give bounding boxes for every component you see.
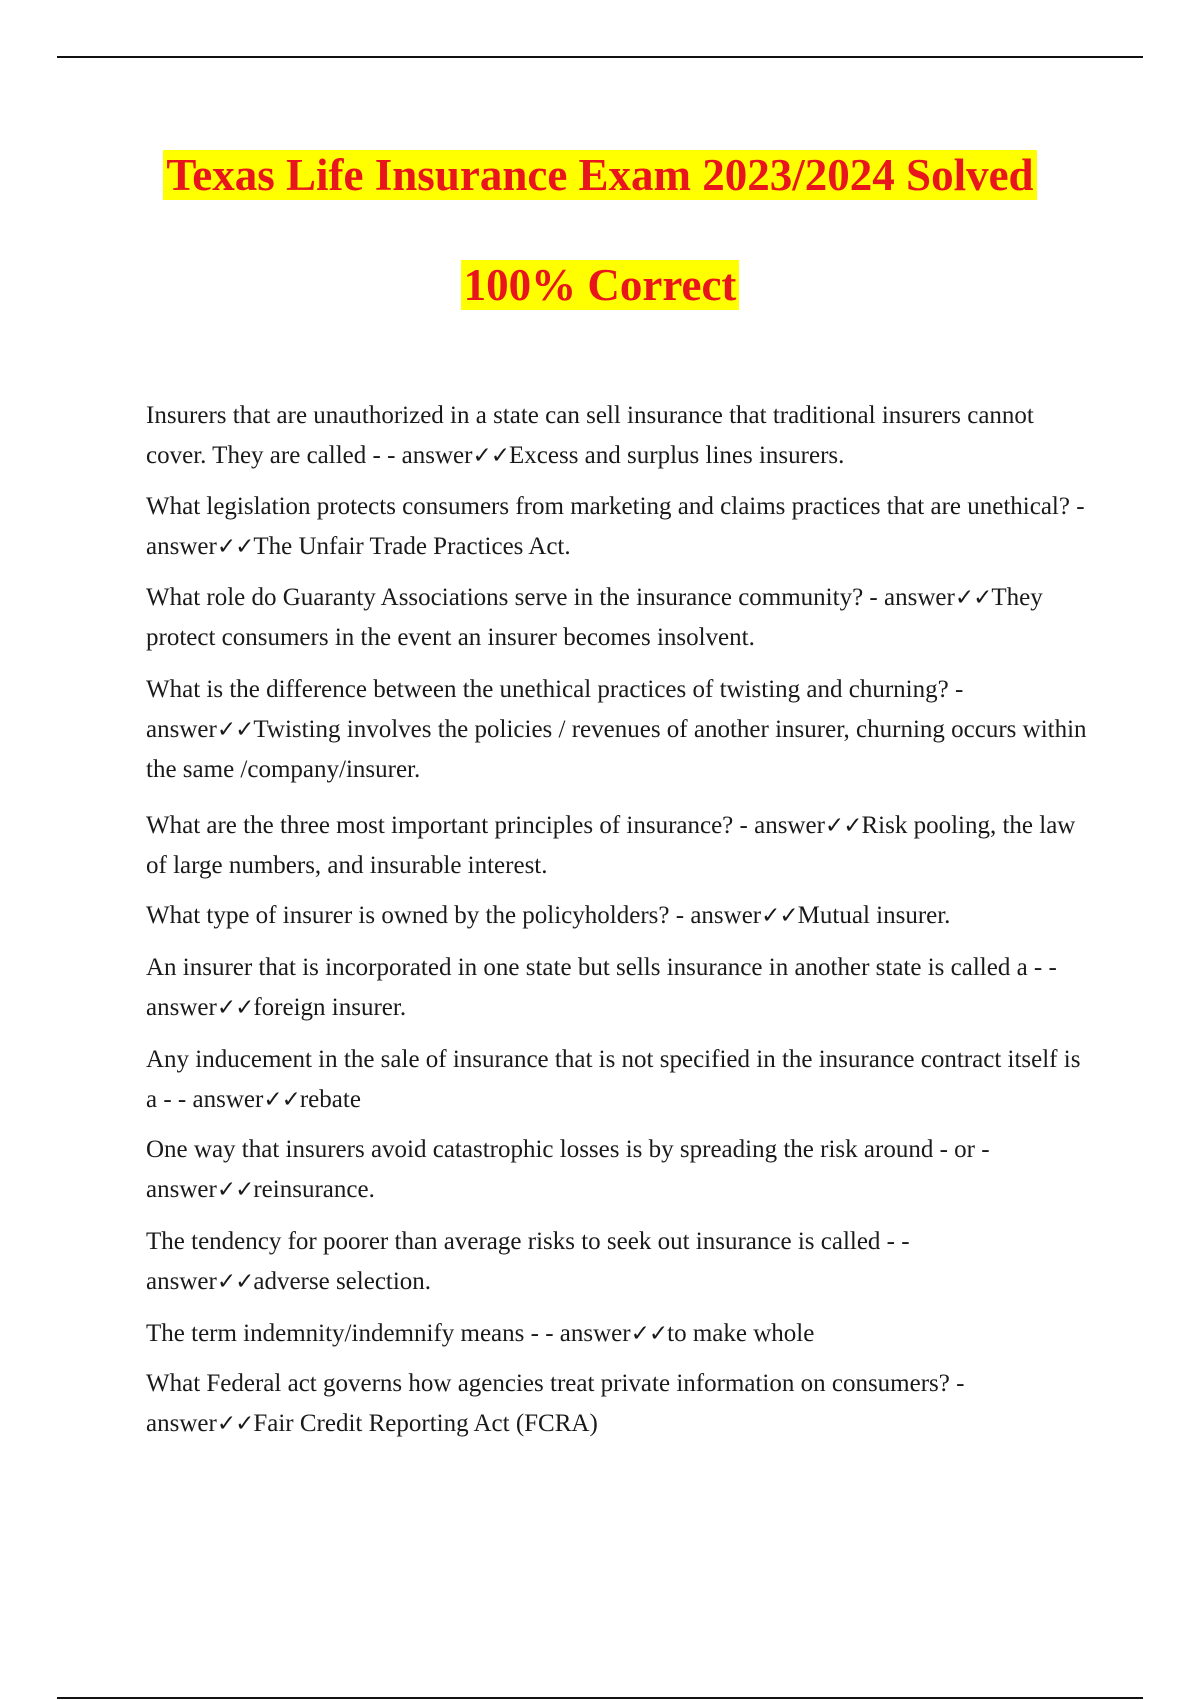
title-highlight-2: 100% Correct <box>461 260 740 310</box>
answer-marker: answer <box>754 812 825 839</box>
answer-marker: answer <box>192 1086 264 1113</box>
answer-text: They protect consumers in the event an insurer becomes insolvent. <box>146 584 1043 651</box>
question-text: One way that insurers avoid catastrophic losses is by spreading the risk around - or - <box>146 1136 990 1163</box>
qa-item <box>146 1040 1096 1120</box>
document-title-line-1 <box>0 146 1200 204</box>
check-icon: ✓✓ <box>472 443 510 469</box>
answer-text: Excess and surplus lines insurers. <box>509 442 845 469</box>
answer-marker: answer <box>690 902 762 929</box>
check-icon: ✓✓ <box>761 903 798 929</box>
check-icon: ✓✓ <box>824 813 862 839</box>
check-icon: ✓✓ <box>216 534 254 560</box>
qa-item <box>146 948 1096 1028</box>
question-text: The term indemnity/indemnify means - - <box>146 1320 560 1347</box>
answer-text: foreign insurer. <box>253 994 407 1021</box>
title-highlight-1: Texas Life Insurance Exam 2023/2024 Solved <box>163 150 1036 200</box>
answer-marker: answer <box>559 1320 631 1347</box>
answer-text: to make whole <box>667 1320 815 1347</box>
question-text: What Federal act governs how agencies treat private information on consumers? - <box>146 1370 965 1397</box>
qa-item <box>146 896 1096 936</box>
check-icon: ✓✓ <box>263 1087 300 1113</box>
answer-text: rebate <box>299 1086 361 1113</box>
answer-marker: answer <box>146 1268 217 1295</box>
question-text: The tendency for poorer than average risks to seek out insurance is called - - <box>146 1228 910 1255</box>
answer-text: Twisting involves the policies / revenues of another insurer, churning occurs within the same /company/insurer. <box>146 716 1087 783</box>
question-text: What is the difference between the unethical practices of twisting and churning? - <box>146 676 964 703</box>
answer-text: Fair Credit Reporting Act (FCRA) <box>253 1410 598 1437</box>
top-rule <box>57 56 1143 58</box>
document-title-line-2 <box>0 256 1200 314</box>
answer-marker: answer <box>146 533 217 560</box>
question-text: An insurer that is incorporated in one state but sells insurance in another state is called a - - <box>146 954 1057 981</box>
answer-marker: answer <box>146 1176 217 1203</box>
qa-item <box>146 396 1096 476</box>
check-icon: ✓✓ <box>216 1411 254 1437</box>
answer-text: reinsurance. <box>253 1176 375 1203</box>
qa-item <box>146 806 1096 886</box>
qa-item <box>146 1222 1096 1302</box>
question-text: What type of insurer is owned by the policyholders? - <box>146 902 691 929</box>
bottom-rule <box>57 1697 1143 1699</box>
question-text: Insurers that are unauthorized in a state can sell insurance that traditional insurers cannot cover. They are called - - <box>146 402 1034 469</box>
answer-marker: answer <box>146 994 217 1021</box>
check-icon: ✓✓ <box>216 995 254 1021</box>
answer-marker: answer <box>884 584 955 611</box>
question-text: Any inducement in the sale of insurance that is not specified in the insurance contract itself is a - - <box>146 1046 1081 1113</box>
answer-text: The Unfair Trade Practices Act. <box>253 533 571 560</box>
qa-item <box>146 1364 1096 1444</box>
answer-marker: answer <box>146 1410 217 1437</box>
qa-item <box>146 1314 1096 1354</box>
question-text: What are the three most important principles of insurance? - <box>146 812 755 839</box>
answer-text: Risk pooling, the law of large numbers, and insurable interest. <box>146 812 1076 879</box>
check-icon: ✓✓ <box>216 1177 254 1203</box>
answer-marker: answer <box>146 716 217 743</box>
qa-item <box>146 487 1096 567</box>
check-icon: ✓✓ <box>630 1321 668 1347</box>
answer-marker: answer <box>401 442 473 469</box>
check-icon: ✓✓ <box>954 585 992 611</box>
answer-text: adverse selection. <box>253 1268 432 1295</box>
qa-item <box>146 670 1096 790</box>
question-text: What legislation protects consumers from marketing and claims practices that are unethical? - <box>146 493 1085 520</box>
check-icon: ✓✓ <box>216 717 254 743</box>
check-icon: ✓✓ <box>216 1269 254 1295</box>
qa-item <box>146 1130 1096 1210</box>
answer-text: Mutual insurer. <box>797 902 951 929</box>
qa-item <box>146 578 1096 658</box>
question-text: What role do Guaranty Associations serve in the insurance community? - <box>146 584 884 611</box>
